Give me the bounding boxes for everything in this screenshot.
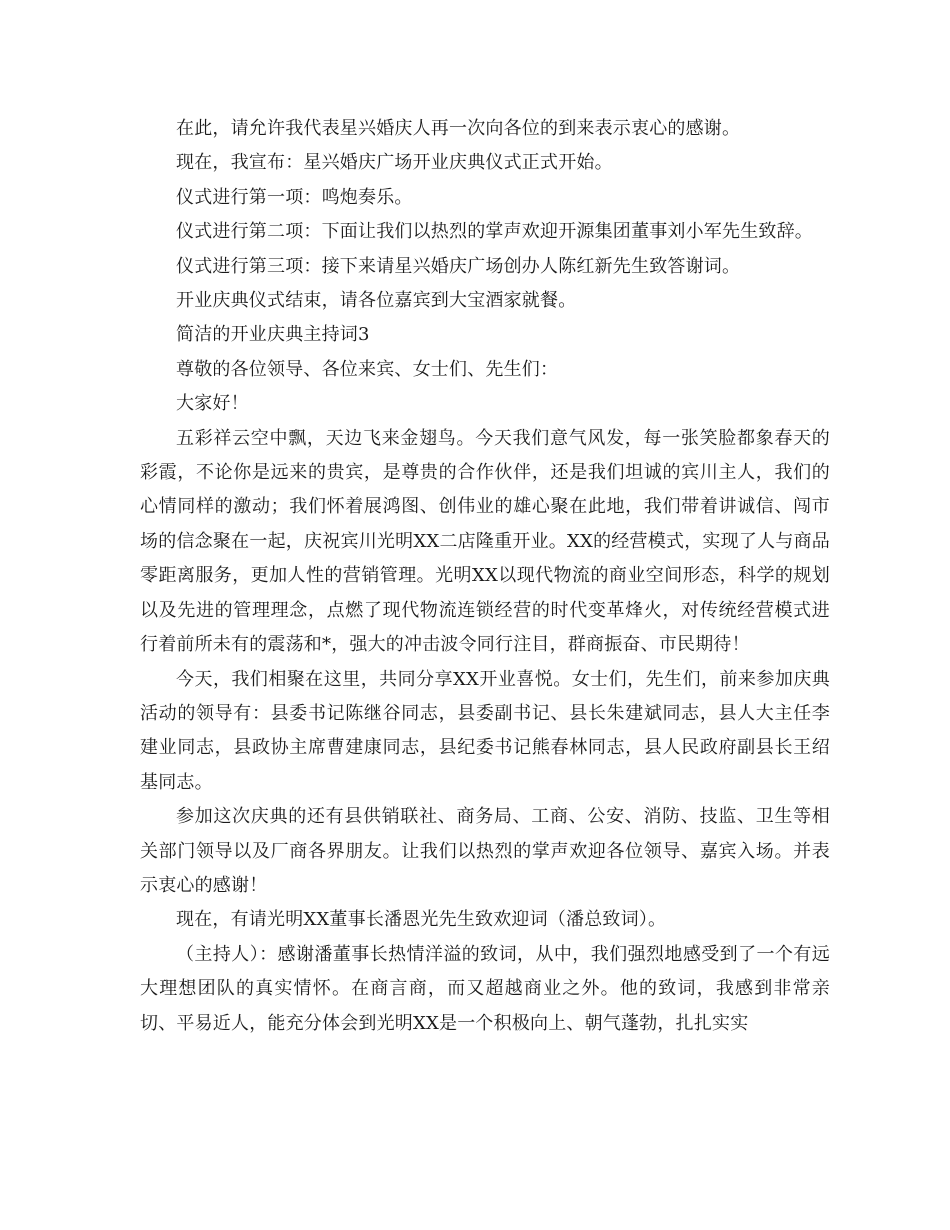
paragraph-thanks: 在此，请允许我代表星兴婚庆人再一次向各位的到来表示衷心的感谢。 xyxy=(176,118,741,139)
paragraph-host-remarks: （主持人）：感谢潘董事长热情洋溢的致词，从中，我们强烈地感受到了一个有远大理想团队的真实情怀。在商言商，而又超越商业之外。他的致词，我感到非常亲切、平易近人，能充分体会到光明XX是一个积极向上、朝气蓬勃，扎扎实实 xyxy=(140,943,830,1034)
paragraph-guest-leaders: 今天，我们相聚在这里，共同分享XX开业喜悦。女士们，先生们，前来参加庆典活动的领导有：县委书记陈继谷同志，县委副书记、县长朱建斌同志，县人大主任李建业同志，县政协主席曹建康同志，县纪委书记熊春林同志，县人民政府副县长王绍基同志。 xyxy=(140,668,830,793)
paragraph-ceremony-end: 开业庆典仪式结束，请各位嘉宾到大宝酒家就餐。 xyxy=(176,290,577,312)
paragraph-ceremony-item-2: 仪式进行第二项：下面让我们以热烈的掌声欢迎开源集团董事刘小军先生致辞。 xyxy=(176,221,813,243)
paragraph-ceremony-item-3: 仪式进行第三项：接下来请星兴婚庆广场创办人陈红新先生致答谢词。 xyxy=(176,255,741,277)
paragraph-salutation: 尊敬的各位领导、各位来宾、女士们、先生们： xyxy=(176,358,559,380)
paragraph-greeting: 大家好！ xyxy=(176,393,249,415)
paragraph-opening-speech: 五彩祥云空中飘，天边飞来金翅鸟。今天我们意气风发，每一张笑脸都象春天的彩霞，不论你是远来的贵宾，是尊贵的合作伙伴，还是我们坦诚的宾川主人，我们的心情同样的激动；我们怀着展鸿图、创伟业的雄心聚在此地，我们带着讲诚信、闯市场的信念聚在一起，庆祝宾川光明XX二店隆重开业。XX的经营模式，实现了人与商品零距离服务，更加人性的营销管理。光明XX以现代物流的商业空间形态，科学的规划以及先进的管理理念，点燃了现代物流连锁经营的时代变革烽火，对传统经营模式进行着前所未有的震荡和*，强大的冲击波令同行注目，群商振奋、市民期待！ xyxy=(140,427,830,656)
paragraph-ceremony-item-1: 仪式进行第一项：鸣炮奏乐。 xyxy=(176,186,413,208)
paragraph-chairman-invite: 现在，有请光明XX董事长潘恩光先生致欢迎词（潘总致词）。 xyxy=(176,909,667,931)
paragraph-guest-departments: 参加这次庆典的还有县供销联社、商务局、工商、公安、消防、技监、卫生等相关部门领导以及厂商各界朋友。让我们以热烈的掌声欢迎各位领导、嘉宾入场。并表示衷心的感谢！ xyxy=(140,806,830,896)
document-body xyxy=(140,112,830,1041)
paragraph-announce-start: 现在，我宣布：星兴婚庆广场开业庆典仪式正式开始。 xyxy=(176,152,613,174)
section-heading: 简洁的开业庆典主持词3 xyxy=(176,324,370,346)
